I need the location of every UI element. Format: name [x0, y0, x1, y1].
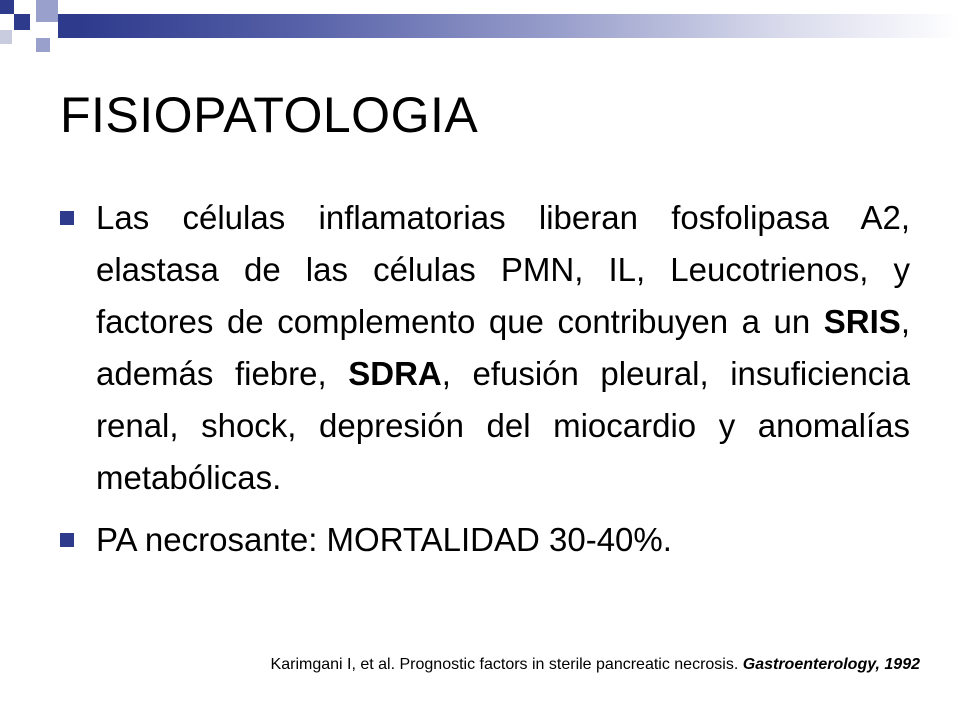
deco-square	[0, 30, 12, 44]
square-bullet-icon	[60, 533, 74, 547]
bullet-text: PA necrosante: MORTALIDAD 30-40%.	[96, 521, 672, 558]
deco-square	[36, 38, 50, 52]
bold-term-sris: SRIS	[823, 303, 901, 340]
deco-square	[36, 0, 58, 22]
header-gradient-bar	[80, 14, 960, 38]
bullet-list	[60, 192, 910, 566]
text-segment: , efusión pleural, insuficiencia renal, shock, depresión del miocardio y anomalías metabólicas.	[96, 355, 910, 496]
deco-square	[14, 14, 30, 30]
citation-journal: Gastroenterology, 1992	[742, 656, 920, 673]
square-bullet-icon	[60, 211, 74, 225]
bullet-text	[96, 192, 910, 504]
citation	[271, 656, 920, 674]
deco-square	[0, 0, 14, 14]
text-segment: Las células inflamatorias liberan fosfolipasa A2, elastasa de las células PMN, IL, Leucotrienos, y factores de complemento que contribuyen a un	[96, 199, 910, 340]
citation-text: Karimgani I, et al. Prognostic factors in sterile pancreatic necrosis.	[270, 656, 743, 673]
bullet-item	[60, 192, 910, 504]
deco-square	[58, 14, 80, 38]
text-segment: , además fiebre,	[96, 303, 910, 392]
slide-title: FISIOPATOLOGIA	[60, 87, 479, 143]
bullet-item	[60, 514, 910, 566]
bold-term-sdra: SDRA	[348, 355, 442, 392]
